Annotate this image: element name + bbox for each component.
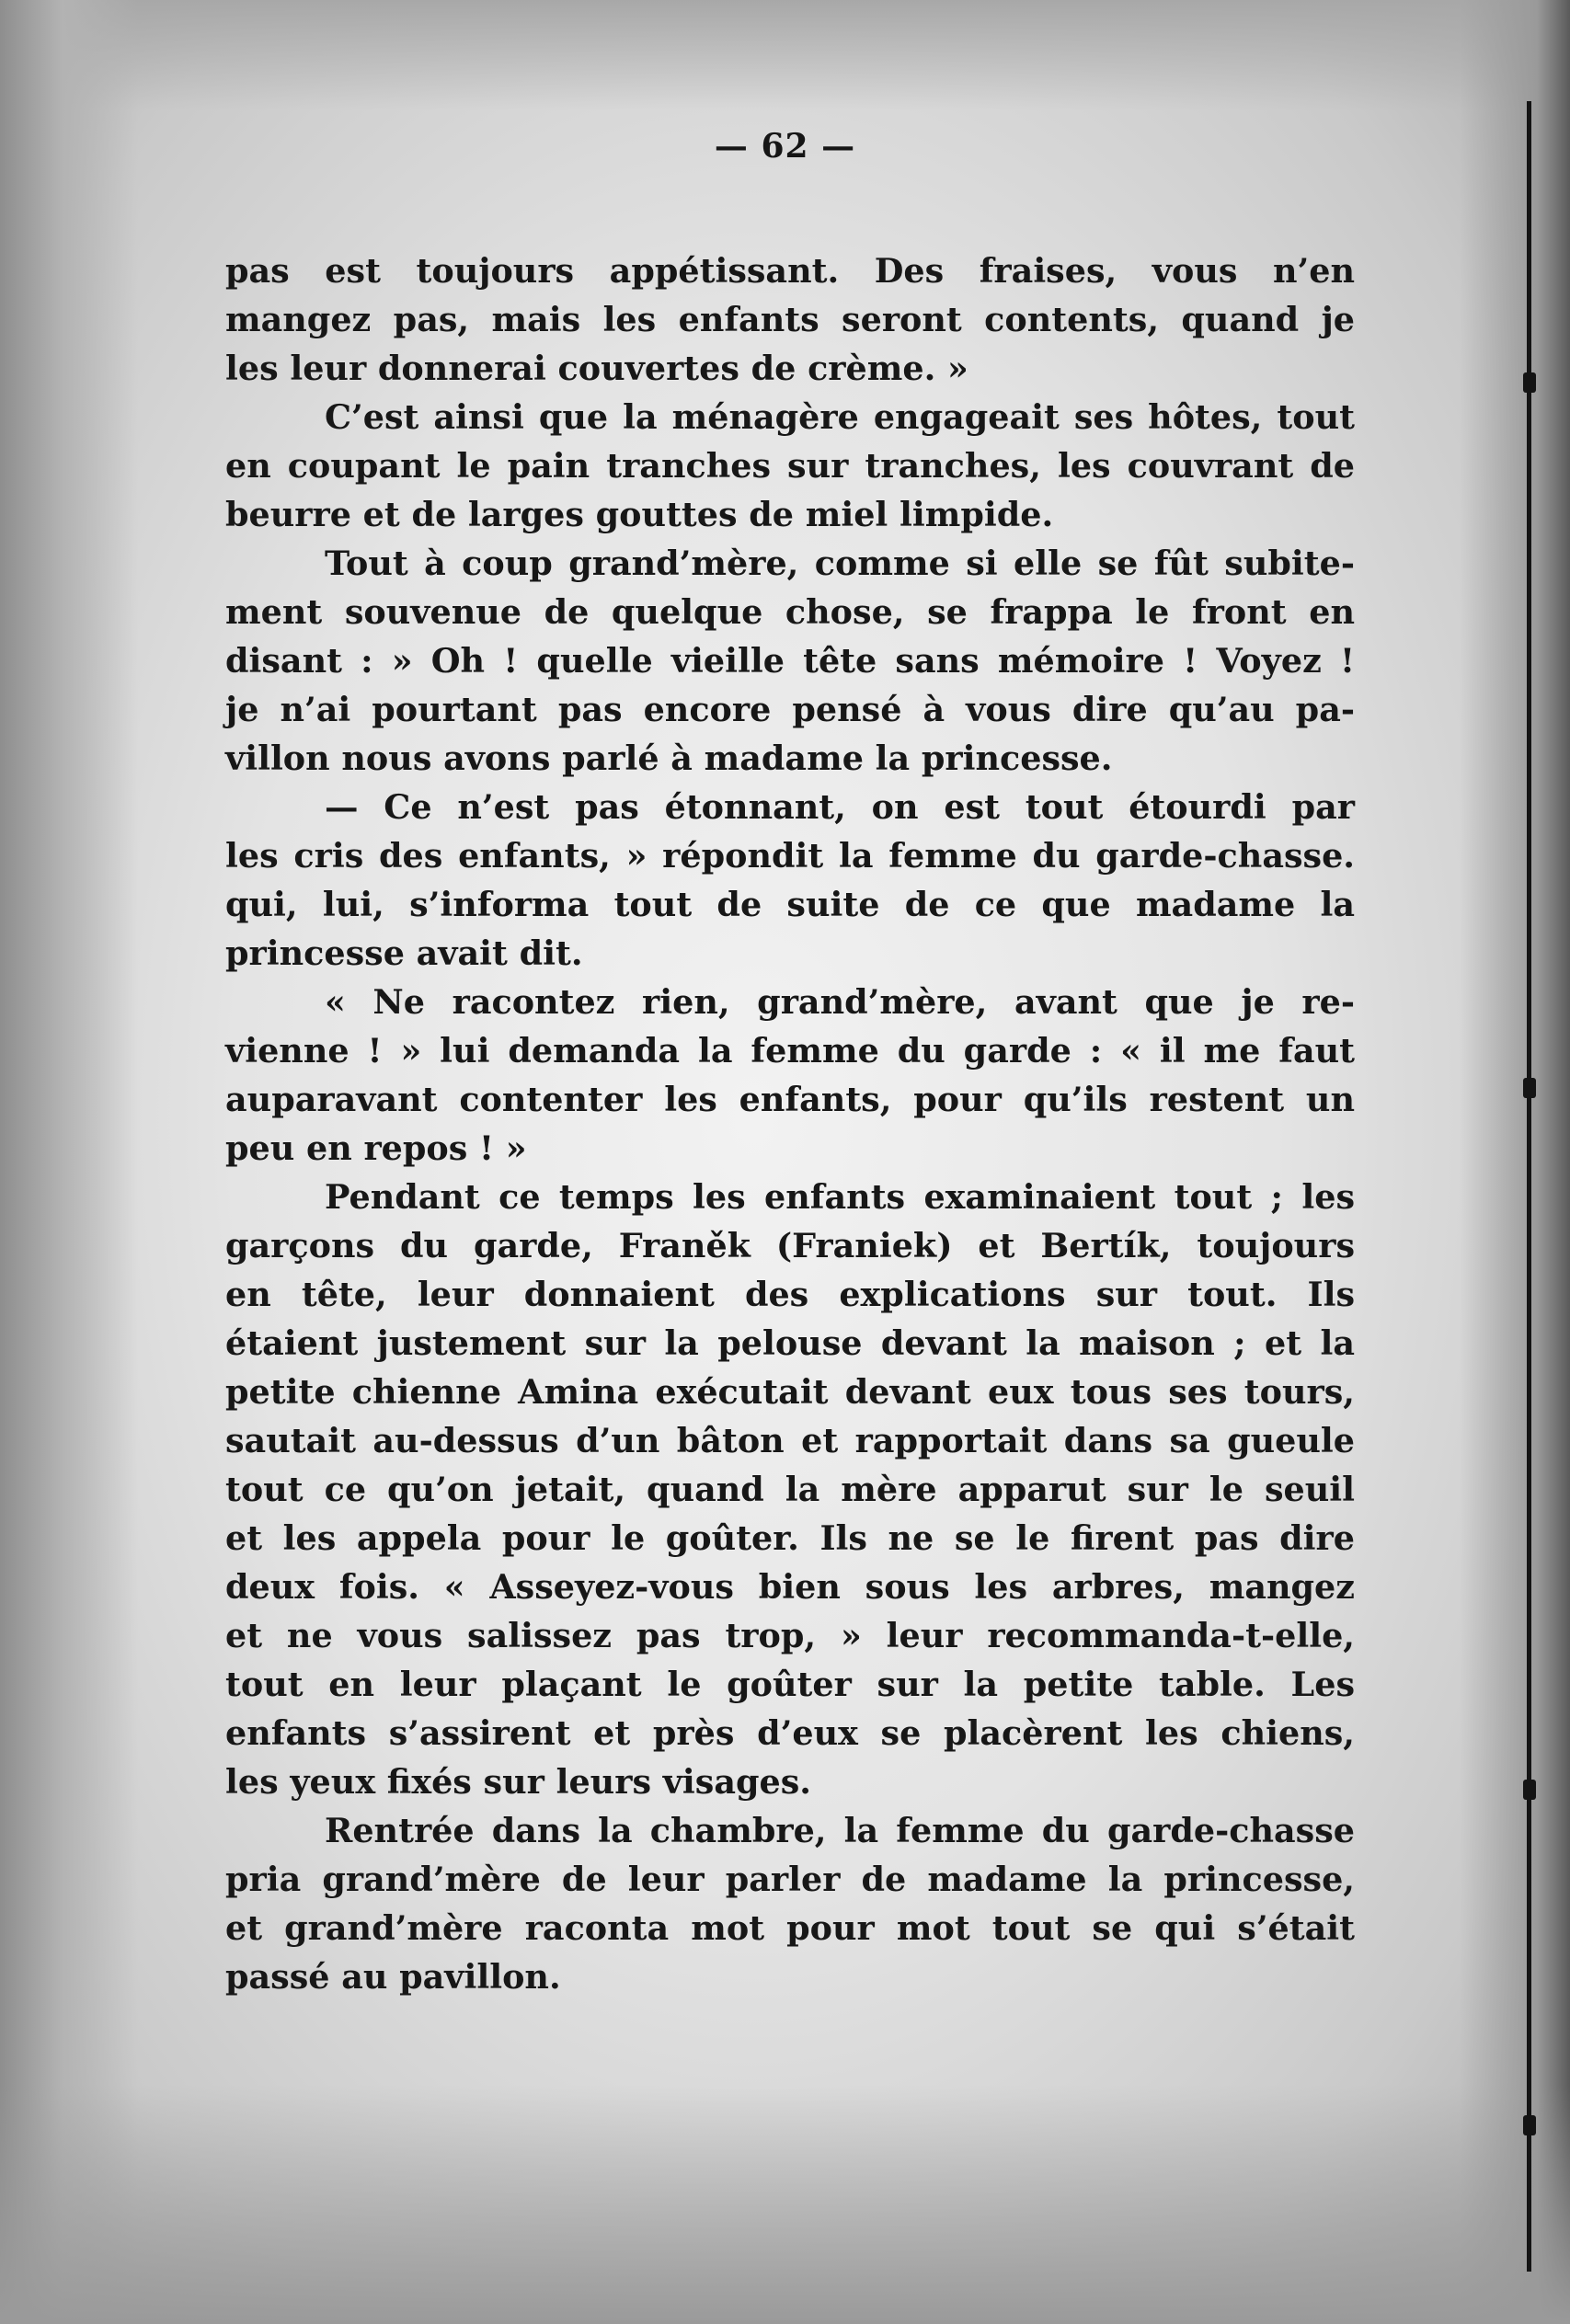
text-line: Tout à coup grand’mère, comme si elle se fût subite- (325, 544, 1355, 583)
text-line: villon nous avons parlé à madame la princesse. (225, 738, 1113, 778)
page-shadow-right (1460, 0, 1570, 2324)
binding-edge (1527, 101, 1531, 2272)
text-line: deux fois. « Asseyez-vous bien sous les arbres, mangez (225, 1567, 1355, 1607)
text-line: beurre et de larges gouttes de miel limpide. (225, 495, 1054, 534)
page-shadow-left (0, 0, 138, 2324)
text-line: les cris des enfants, » répondit la femme du garde-chasse. (225, 836, 1355, 876)
text-line: auparavant contenter les enfants, pour qu’ils restent un (225, 1080, 1355, 1119)
binding-stitch-mark (1523, 372, 1536, 393)
text-line: pria grand’mère de leur parler de madame la princesse, (225, 1860, 1355, 1899)
text-line: les leur donnerai couvertes de crème. » (225, 349, 968, 388)
text-line: tout en leur plaçant le goûter sur la petite table. Les (225, 1665, 1355, 1704)
text-line: C’est ainsi que la ménagère engageait ses hôtes, tout (325, 397, 1355, 437)
text-line: et ne vous salissez pas trop, » leur recommanda-t-elle, (225, 1616, 1355, 1655)
text-line: Pendant ce temps les enfants examinaient tout ; les (325, 1177, 1355, 1217)
text-line: tout ce qu’on jetait, quand la mère apparut sur le seuil (225, 1470, 1355, 1509)
text-line: en coupant le pain tranches sur tranches, les couvrant de (225, 446, 1355, 486)
text-line: et grand’mère raconta mot pour mot tout se qui s’était (225, 1908, 1355, 1948)
text-line: princesse avait dit. (225, 933, 583, 973)
text-line: pas est toujours appétissant. Des fraises, vous n’en (225, 251, 1355, 291)
text-line: vienne ! » lui demanda la femme du garde : « il me faut (225, 1031, 1355, 1070)
page-shadow-bottom (0, 2085, 1570, 2324)
body-text (225, 246, 1355, 2001)
text-line: qui, lui, s’informa tout de suite de ce que madame la (225, 885, 1355, 924)
text-line: ment souvenue de quelque chose, se frappa le front en (225, 592, 1355, 632)
page-number: — 62 — (714, 127, 856, 166)
text-line: et les appela pour le goûter. Ils ne se le firent pas dire (225, 1518, 1355, 1558)
text-line: en tête, leur donnaient des explications sur tout. Ils (225, 1275, 1355, 1314)
binding-stitch-mark (1523, 1780, 1536, 1800)
text-line: disant : » Oh ! quelle vieille tête sans mémoire ! Voyez ! (225, 641, 1355, 681)
text-line: les yeux fixés sur leurs visages. (225, 1762, 811, 1802)
text-line: sautait au-dessus d’un bâton et rapportait dans sa gueule (225, 1421, 1355, 1460)
text-line: « Ne racontez rien, grand’mère, avant que je re- (325, 982, 1355, 1022)
text-line: mangez pas, mais les enfants seront contents, quand je (225, 300, 1355, 339)
text-line: — Ce n’est pas étonnant, on est tout étourdi par (325, 787, 1355, 827)
binding-stitch-mark (1523, 2115, 1536, 2135)
text-line: enfants s’assirent et près d’eux se placèrent les chiens, (225, 1713, 1355, 1753)
text-line: garçons du garde, Franěk (Franiek) et Bertík, toujours (225, 1226, 1355, 1265)
text-line: petite chienne Amina exécutait devant eux tous ses tours, (225, 1372, 1355, 1412)
text-line: Rentrée dans la chambre, la femme du garde-chasse (325, 1811, 1355, 1850)
text-line: étaient justement sur la pelouse devant la maison ; et la (225, 1323, 1355, 1363)
text-line: peu en repos ! » (225, 1128, 527, 1168)
text-line: je n’ai pourtant pas encore pensé à vous dire qu’au pa- (225, 690, 1355, 729)
binding-stitch-mark (1523, 1078, 1536, 1098)
text-line: passé au pavillon. (225, 1957, 561, 1997)
page-shadow-top (0, 0, 1570, 110)
